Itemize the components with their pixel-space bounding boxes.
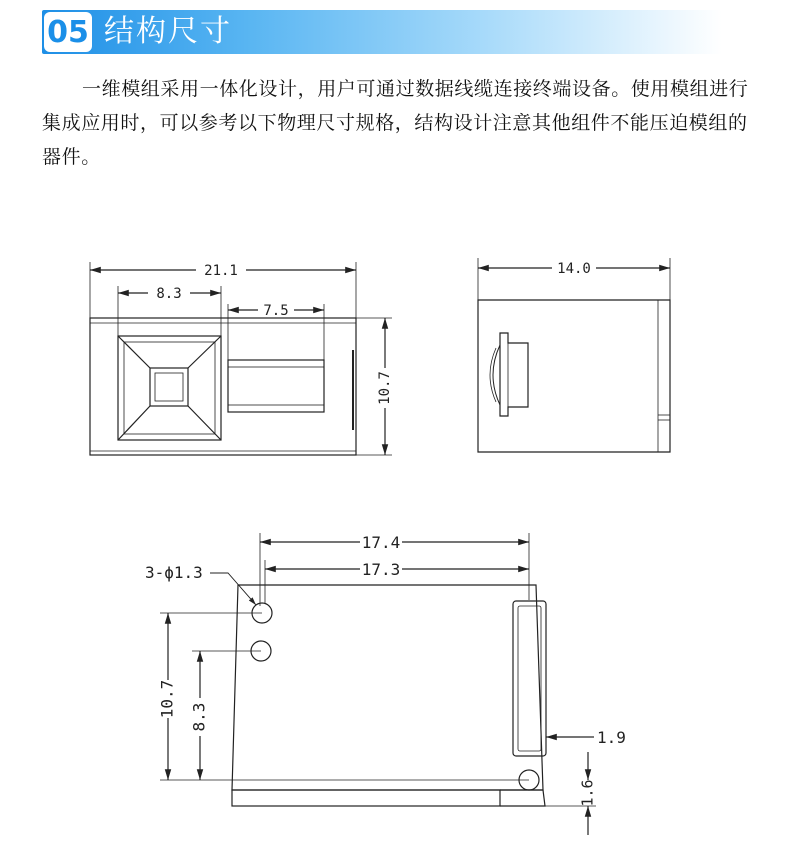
section-title: 结构尺寸 [104, 14, 232, 49]
side-view-outline [478, 300, 670, 452]
side-view [478, 258, 670, 452]
holes-label: 3-ϕ1.3 [145, 563, 203, 582]
description-paragraph: 一维模组采用一体化设计，用户可通过数据线缆连接终端设备。使用模组进行集成应用时，可以参考以下物理尺寸规格，结构设计注意其他组件不能压迫模组的器件。 [42, 78, 749, 168]
side-depth-label: 14.0 [557, 261, 591, 277]
connector-offset-label: 1.9 [597, 728, 626, 747]
front-width-label: 21.1 [204, 263, 238, 279]
bottom-view-outline [232, 585, 543, 790]
base-thickness-label: 1.6 [578, 779, 597, 807]
bottom-height-label: 10.7 [157, 679, 177, 719]
front-view-outline [90, 318, 356, 455]
sensor-window [228, 360, 324, 412]
front-height-label: 10.7 [377, 371, 393, 405]
front-sensor-width-label: 7.5 [263, 303, 289, 319]
side-connector [500, 333, 528, 416]
front-view [90, 262, 392, 455]
front-window-width-label: 8.3 [156, 286, 182, 302]
bottom-hole-height-label: 8.3 [189, 702, 209, 732]
bottom-inner-width-label: 17.3 [361, 560, 401, 579]
section-number: 05 [47, 14, 89, 50]
bottom-base-plate [232, 790, 500, 806]
bottom-outer-width-label: 17.4 [361, 533, 401, 552]
